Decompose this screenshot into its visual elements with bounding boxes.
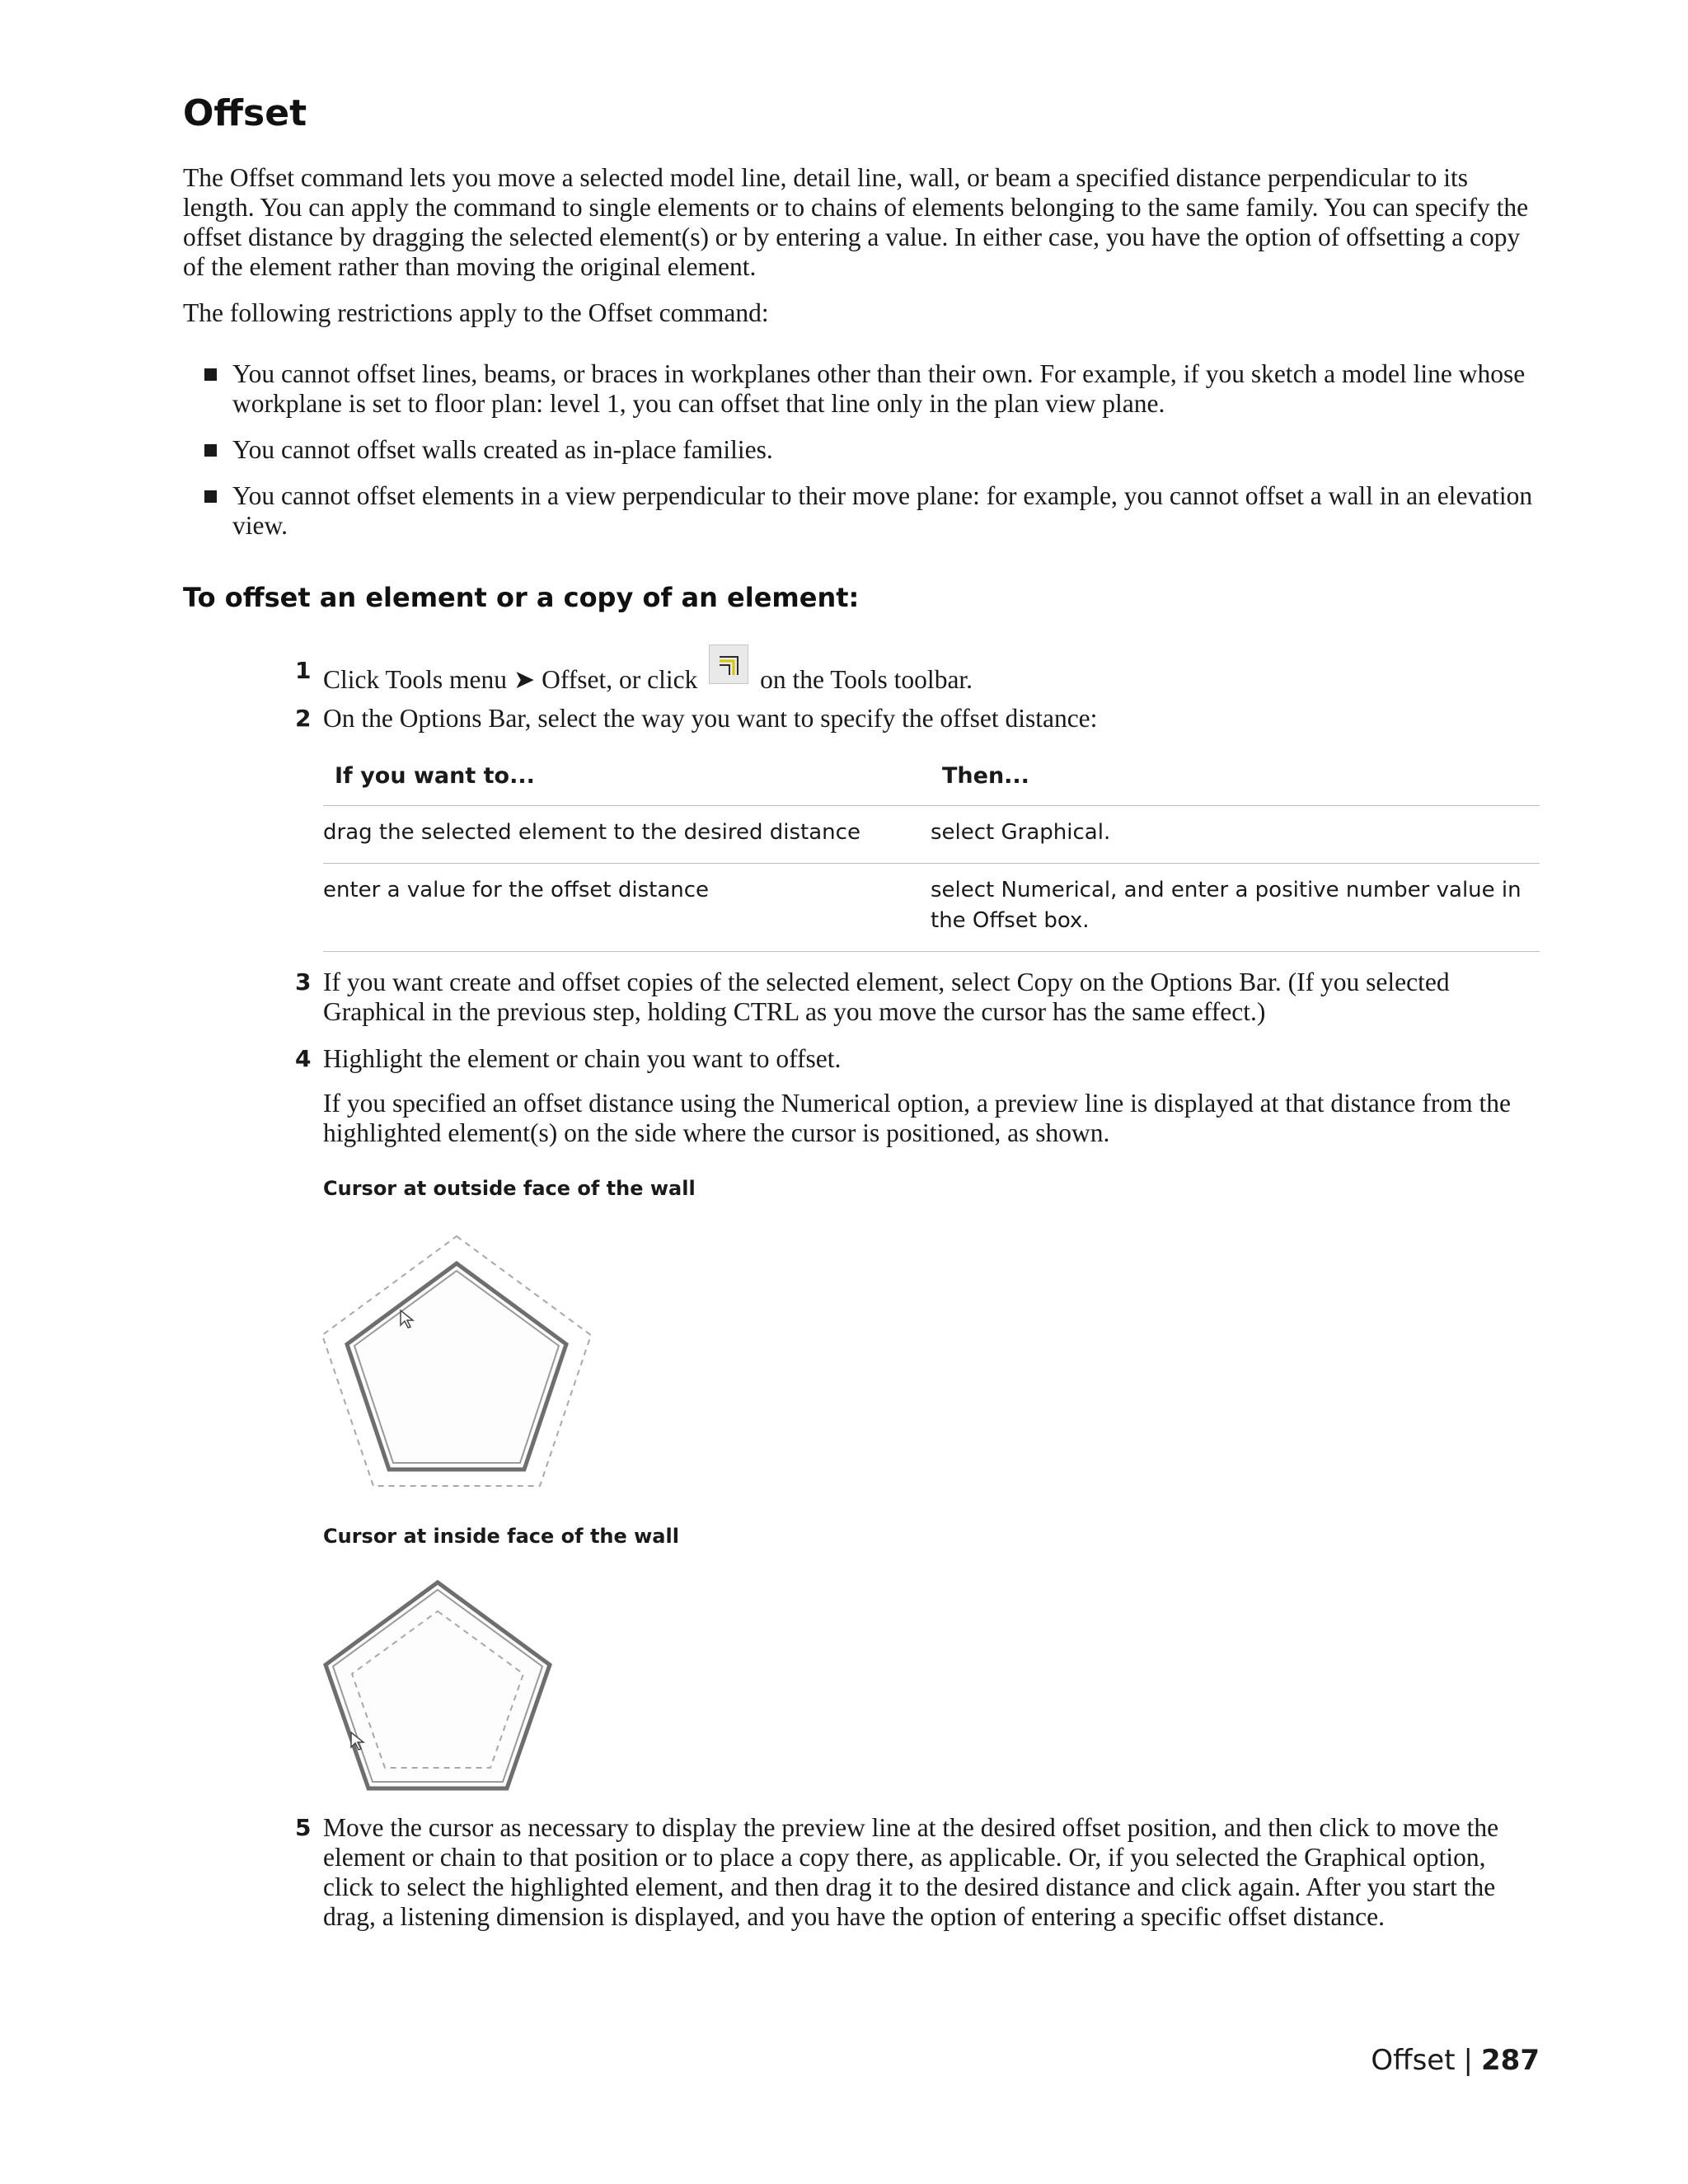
- step-number: 1: [295, 657, 312, 684]
- step-4-detail: [288, 1089, 1541, 1148]
- wall-outer-face: [326, 1582, 550, 1788]
- step-1-text-before: Click Tools menu ➤ Offset, or click: [323, 665, 698, 694]
- footer-section: Offset: [1371, 2044, 1456, 2077]
- step-number: 2: [295, 705, 312, 732]
- step-5: [288, 1813, 1541, 1932]
- step-2-text: On the Options Bar, select the way you want to specify the offset distance:: [323, 704, 1098, 733]
- page-number: 287: [1481, 2044, 1540, 2077]
- restriction-item: You cannot offset lines, beams, or braces in workplanes other than their own. For example, if you sketch a model line whose workplane is set to floor plan: level 1, you can offset that line only in the plan view plane.: [183, 359, 1543, 419]
- table-cell: select Graphical.: [931, 806, 1540, 864]
- intro-paragraph: The Offset command lets you move a selected model line, detail line, wall, or beam a specified distance perpendicular to its length. You can apply the command to single elements or to chains of elements belonging to the same family. You can specify the offset distance by dragging the selected element(s) or by entering a value. In either case, you have the option of offsetting a copy of the element rather than moving the original element.: [183, 163, 1529, 281]
- footer-separator: |: [1463, 2044, 1474, 2077]
- table-row: [323, 806, 1540, 864]
- restrictions-intro: The following restrictions apply to the Offset command:: [183, 298, 769, 327]
- table-header-row: [323, 753, 1540, 806]
- figure-caption-outside: Cursor at outside face of the wall: [323, 1177, 696, 1200]
- figure-caption-inside: Cursor at inside face of the wall: [323, 1525, 679, 1548]
- table-row: [323, 864, 1540, 952]
- table-header: If you want to...: [323, 753, 931, 806]
- table-cell: drag the selected element to the desired distance: [323, 806, 931, 864]
- step-1-text-after: on the Tools toolbar.: [760, 665, 973, 694]
- restriction-item: You cannot offset walls created as in-place families.: [183, 435, 1543, 465]
- step-3-text: If you want create and offset copies of the selected element, select Copy on the Options Bar. (If you selected Graphical in the previous step, holding CTRL as you move the cursor has the same effect.): [323, 968, 1450, 1026]
- step-number: 5: [295, 1814, 312, 1841]
- bullet-square-icon: [204, 368, 217, 381]
- step-5-text: Move the cursor as necessary to display the preview line at the desired offset position, and then click to move the element or chain to that position or to place a copy there, as applicable. Or, if you selected the Graphical option, click to select the highlighted element, and then drag it to the desired distance and click again. After you start the drag, a listening dimension is displayed, and you have the option of entering a specific offset distance.: [323, 1813, 1499, 1931]
- inside-face-figure: [313, 1574, 560, 1801]
- outside-face-figure: [313, 1228, 602, 1492]
- restriction-item: You cannot offset elements in a view perpendicular to their move plane: for example, you cannot offset a wall in an elevation view.: [183, 481, 1543, 541]
- step-4: [288, 1044, 1541, 1074]
- bullet-square-icon: [204, 490, 217, 503]
- step-4-detail-text: If you specified an offset distance using the Numerical option, a preview line is displayed at that distance from the highlighted element(s) on the side where the cursor is positioned, as shown.: [323, 1089, 1511, 1147]
- step-number: 4: [295, 1045, 312, 1072]
- step-number: 3: [295, 968, 312, 996]
- table-cell: enter a value for the offset distance: [323, 864, 931, 952]
- offset-tool-icon: [709, 644, 748, 684]
- page-title: Offset: [183, 92, 307, 134]
- table-cell: select Numerical, and enter a positive number value in the Offset box.: [931, 864, 1540, 952]
- table-header: Then...: [931, 753, 1540, 806]
- page-footer: [1371, 2044, 1540, 2077]
- options-table: [323, 753, 1540, 952]
- step-1: [288, 656, 1541, 696]
- step-2: [288, 704, 1541, 733]
- step-4-text: Highlight the element or chain you want to offset.: [323, 1044, 842, 1073]
- procedure-heading: To offset an element or a copy of an element:: [183, 582, 860, 613]
- bullet-square-icon: [204, 444, 217, 457]
- wall-outer-face: [347, 1263, 566, 1469]
- restrictions-list: [183, 359, 1543, 557]
- step-3: [288, 968, 1541, 1027]
